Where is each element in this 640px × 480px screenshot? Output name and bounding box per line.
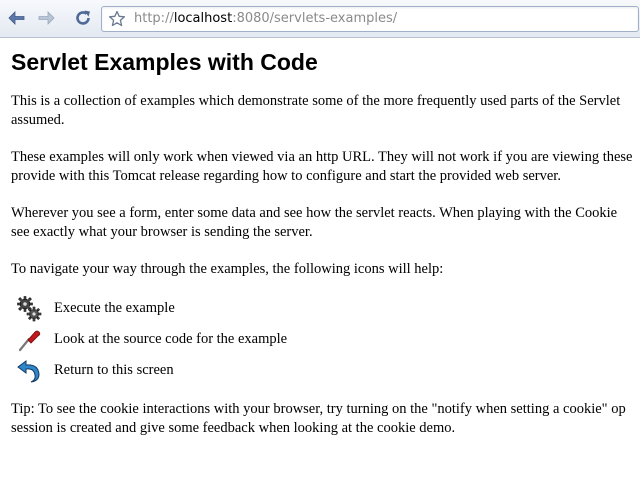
http-url-paragraph [11, 148, 640, 186]
intro-line-2: assumed. [11, 112, 65, 128]
legend-row-return [11, 355, 640, 386]
address-bar[interactable] [101, 6, 639, 32]
reload-button[interactable] [71, 6, 95, 30]
url-host: localhost [173, 11, 233, 26]
star-icon[interactable] [108, 10, 126, 28]
page-title: Servlet Examples with Code [11, 49, 318, 75]
legend-label-execute: Execute the example [54, 300, 175, 316]
page-content [11, 40, 640, 456]
back-button[interactable] [5, 6, 29, 30]
legend-row-source [11, 324, 640, 355]
legend-label-return: Return to this screen [54, 362, 174, 378]
http-line-1: These examples will only work when viewed via an http URL. They will not work if you are viewing these [11, 149, 633, 165]
intro-paragraph [11, 92, 640, 130]
reload-icon [73, 8, 93, 28]
url-text[interactable] [134, 10, 397, 27]
forward-button[interactable] [34, 6, 58, 30]
back-arrow-icon [7, 8, 27, 28]
url-scheme: http:// [134, 11, 174, 26]
tip-line-1: Tip: To see the cookie interactions with your browser, try turning on the "notify when setting a cookie" op [11, 401, 626, 417]
navigate-paragraph [11, 260, 640, 279]
screwdriver-source-icon [11, 326, 43, 354]
icon-legend [11, 293, 640, 386]
navigate-line: To navigate your way through the examples, the following icons will help: [11, 261, 444, 277]
http-line-2: provide with this Tomcat release regarding how to configure and start the provided web server. [11, 168, 561, 184]
browser-toolbar [0, 0, 640, 38]
forward-arrow-icon [36, 8, 56, 28]
form-paragraph [11, 204, 640, 242]
legend-row-execute [11, 293, 640, 324]
gears-execute-icon [11, 295, 43, 323]
intro-line-1: This is a collection of examples which demonstrate some of the more frequently used parts of the Servlet [11, 93, 621, 109]
legend-label-source: Look at the source code for the example [54, 331, 288, 347]
form-line-2: see exactly what your browser is sending the server. [11, 224, 313, 240]
tip-paragraph [11, 400, 640, 438]
form-line-1: Wherever you see a form, enter some data and see how the servlet reacts. When playing with the Cookie [11, 205, 618, 221]
tip-line-2: session is created and give some feedback when looking at the cookie demo. [11, 420, 456, 436]
url-path: :8080/servlets-examples/ [232, 11, 398, 26]
return-arrow-icon [11, 357, 43, 385]
